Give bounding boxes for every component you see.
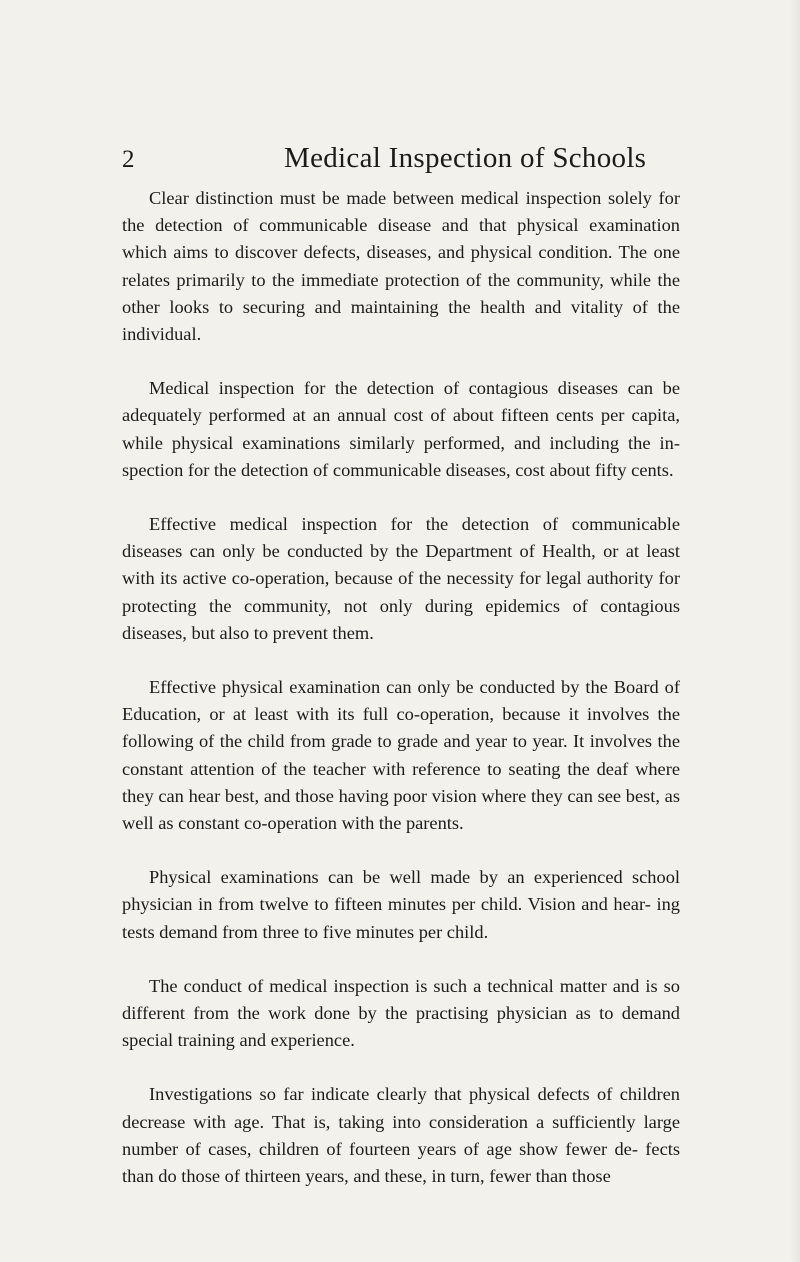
paragraph: Physical examinations can be well made by an experienced school physician in from twelve to fifteen minutes per child. Vision and hear- ing tests demand from three to five minutes per child. — [122, 867, 680, 942]
page-edge-shadow — [790, 0, 800, 1262]
paragraph: The conduct of medical inspection is such a technical matter and is so different from the work done by the practising physician as to demand special training and experience. — [122, 975, 680, 1051]
paragraph: Investigations so far indicate clearly that physical defects of children decrease with age. That is, taking into consideration a sufficiently large number of cases, children of fourteen years of age show fewer de- fects than do those of thirteen years, and these, in turn, fewer than those — [122, 1084, 680, 1187]
page-header — [122, 140, 682, 180]
body-text — [122, 185, 680, 1217]
running-title: Medical Inspection of Schools — [284, 142, 647, 174]
paragraph: Clear distinction must be made between medical inspection solely for the detection of communicable disease and that physical examination which aims to discover defects, diseases, and physical condition. The one relates primarily to the immediate protection of the community, while the other looks to securing and maintaining the health and vitality of the individual. — [122, 188, 680, 345]
paragraph: Effective medical inspection for the detection of communicable diseases can only be conducted by the Department of Health, or at least with its active co-operation, because of the necessity for legal authority for protecting the community, not only during epidemics of contagious diseases, but also to prevent them. — [122, 514, 680, 643]
page-number: 2 — [122, 146, 135, 173]
paragraph: Medical inspection for the detection of contagious diseases can be adequately performed at an annual cost of about fifteen cents per capita, while physical examinations similarly performed, and including the in- spection for the detection of communicable diseases, cost about fifty cents. — [122, 378, 680, 480]
paragraph: Effective physical examination can only be conducted by the Board of Education, or at least with its full co-operation, because it involves the following of the child from grade to grade and year to year. It involves the constant attention of the teacher with reference to seating the deaf where they can hear best, and those having poor vision where they can see best, as well as constant co-operation with the parents. — [122, 677, 680, 834]
